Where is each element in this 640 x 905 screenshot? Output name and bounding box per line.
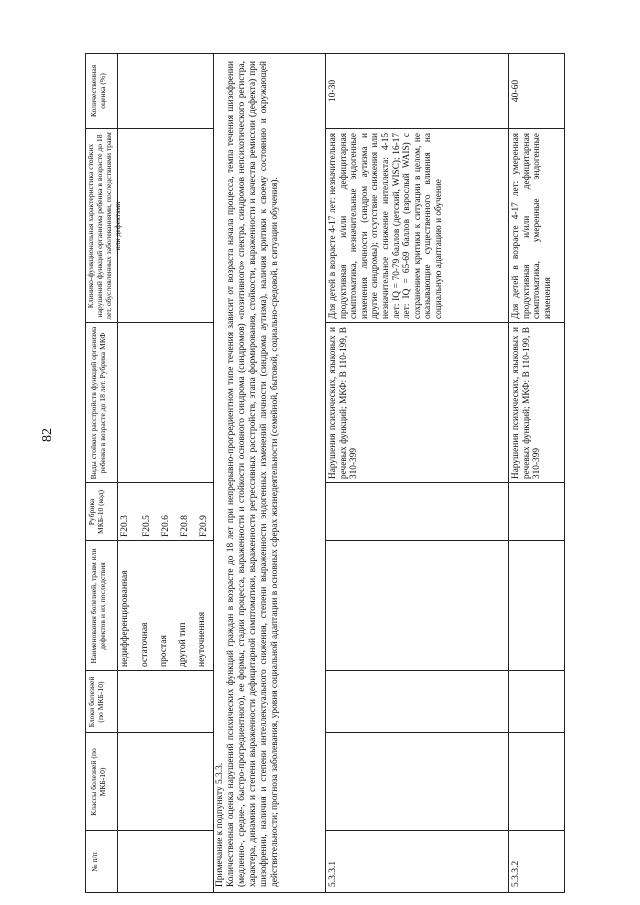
row-2-description: Для детей в возрасте 4-17 лет: умеренная продуктивная и/или дефицитарная симптоматика, умеренные эндогенные изменения bbox=[511, 133, 553, 319]
header-num: № п/п bbox=[90, 852, 99, 872]
col-line-4b bbox=[325, 540, 565, 541]
header-classes: Классы болезней (по МКБ-10) bbox=[89, 748, 107, 816]
row-1-num: 5.3.3.1 bbox=[328, 860, 338, 887]
table-border-left bbox=[85, 892, 565, 893]
row-2-num: 5.3.3.2 bbox=[511, 860, 521, 887]
row-2-impairment: Нарушения психических, языковых и речевых функций; МКФ: В 110-199, В 310-399 bbox=[511, 327, 543, 479]
header-types: Виды стойких расстройств функций организма ребенка в возрасте до 18 лет. Рубрика МКФ bbox=[89, 326, 107, 480]
disease-code-1: F20.3 bbox=[120, 515, 130, 537]
row-1-divider bbox=[508, 53, 509, 893]
col-line-6b bbox=[325, 322, 565, 323]
disease-name-4: другой тип bbox=[178, 622, 188, 667]
col-line-7b bbox=[325, 128, 565, 129]
note-block bbox=[215, 61, 280, 887]
note-text: Количественная оценка нарушений психических функций граждан в возрасте до 18 лет при непрерывно-прогредиентном типе течения зависит от возраста начала процесса, темпа течения шизофрении (медленно-, средне-, быстро-прогредиентного), ее формы, стадии процесса, выраженности и стойкости основного синдрома (синдромов) «позитивного» спектра, синдромов непсихотического регистра, характера, динамики и степени выраженности дефицитарной симптоматики, выраженности регрессивных расстройств, этапа формирования, стойкости, выраженности и качества ремиссии (дефекта) при шизофрении, наличия и степени интеллектуального снижения, степени выраженности эндогенных изменений личности (синдрома аутизма), наличия критики к своему состоянию и окружающей действительности; прогноза заболевания, уровня социальной адаптации в основных сферах жизнедеятельности (семейной, бытовой, социально-средовой, в ситуации обучения). bbox=[225, 61, 280, 887]
col-line-2 bbox=[85, 732, 213, 733]
note-title: Примечание к подпункту 5.3.3. bbox=[215, 762, 225, 887]
col-line-2b bbox=[325, 732, 565, 733]
note-row-divider bbox=[325, 53, 326, 893]
col-line-5 bbox=[85, 482, 213, 483]
disease-name-2: остаточная bbox=[140, 622, 150, 667]
col-line-1 bbox=[85, 830, 213, 831]
header-blocks: Блоки болезней (по МКБ-10) bbox=[87, 676, 105, 728]
col-line-7 bbox=[85, 128, 213, 129]
col-line-3b bbox=[325, 670, 565, 671]
row-1-score: 10-30 bbox=[328, 79, 338, 103]
disease-name-1: недифференцированная bbox=[120, 570, 130, 667]
page-number: 82 bbox=[40, 428, 55, 442]
col-line-4 bbox=[85, 540, 213, 541]
header-characteristics: Клинико-функциональная характеристика стойких нарушений функций организма ребенка в возрасте до 18 лет, обусловленных заболеваниями, последствиями травм или дефектами bbox=[86, 132, 122, 320]
disease-code-5: F20.9 bbox=[199, 515, 209, 537]
disease-code-4: F20.8 bbox=[180, 515, 190, 537]
header-codes: Рубрика МКБ-10 (код) bbox=[87, 490, 105, 535]
col-line-3 bbox=[85, 670, 213, 671]
header-names: Наименования болезней, травм или дефектов и их последствия bbox=[89, 548, 107, 664]
disease-name-5: неуточненная bbox=[197, 611, 207, 667]
header-score: Количественная оценка (%) bbox=[89, 64, 107, 118]
col-line-1b bbox=[325, 830, 565, 831]
row-2-score: 40-60 bbox=[511, 79, 521, 103]
row-1-impairment: Нарушения психических, языковых и речевых функций; МКФ: В 110-199, В 310-399 bbox=[328, 327, 360, 479]
table-border-right bbox=[85, 53, 565, 54]
col-line-5b bbox=[325, 482, 565, 483]
disease-name-3: простая bbox=[159, 635, 169, 667]
disease-code-2: F20.5 bbox=[142, 515, 152, 537]
col-line-6 bbox=[85, 322, 213, 323]
rotated-table-page bbox=[85, 53, 565, 893]
diseases-row-divider bbox=[213, 53, 214, 893]
table-border-bottom bbox=[564, 53, 565, 893]
disease-code-3: F20.6 bbox=[161, 515, 171, 537]
row-1-description: Для детей в возрасте 4-17 лет: незначительная продуктивная и/или дефицитарная симптоматика, незначительные эндогенные изменения личности (синдром аутизма и другие синдромы); отсутствие снижения или незначительное снижение интеллекта: 4-15 лет: IQ = 70-79 баллов (детский, WISC); 16-17 лет: IQ = 65-69 баллов (взрослый WAIS) с сохранением критики к ситуации в целом, не оказывающие существенного влияния на социальную адаптацию и обучение bbox=[328, 133, 444, 319]
